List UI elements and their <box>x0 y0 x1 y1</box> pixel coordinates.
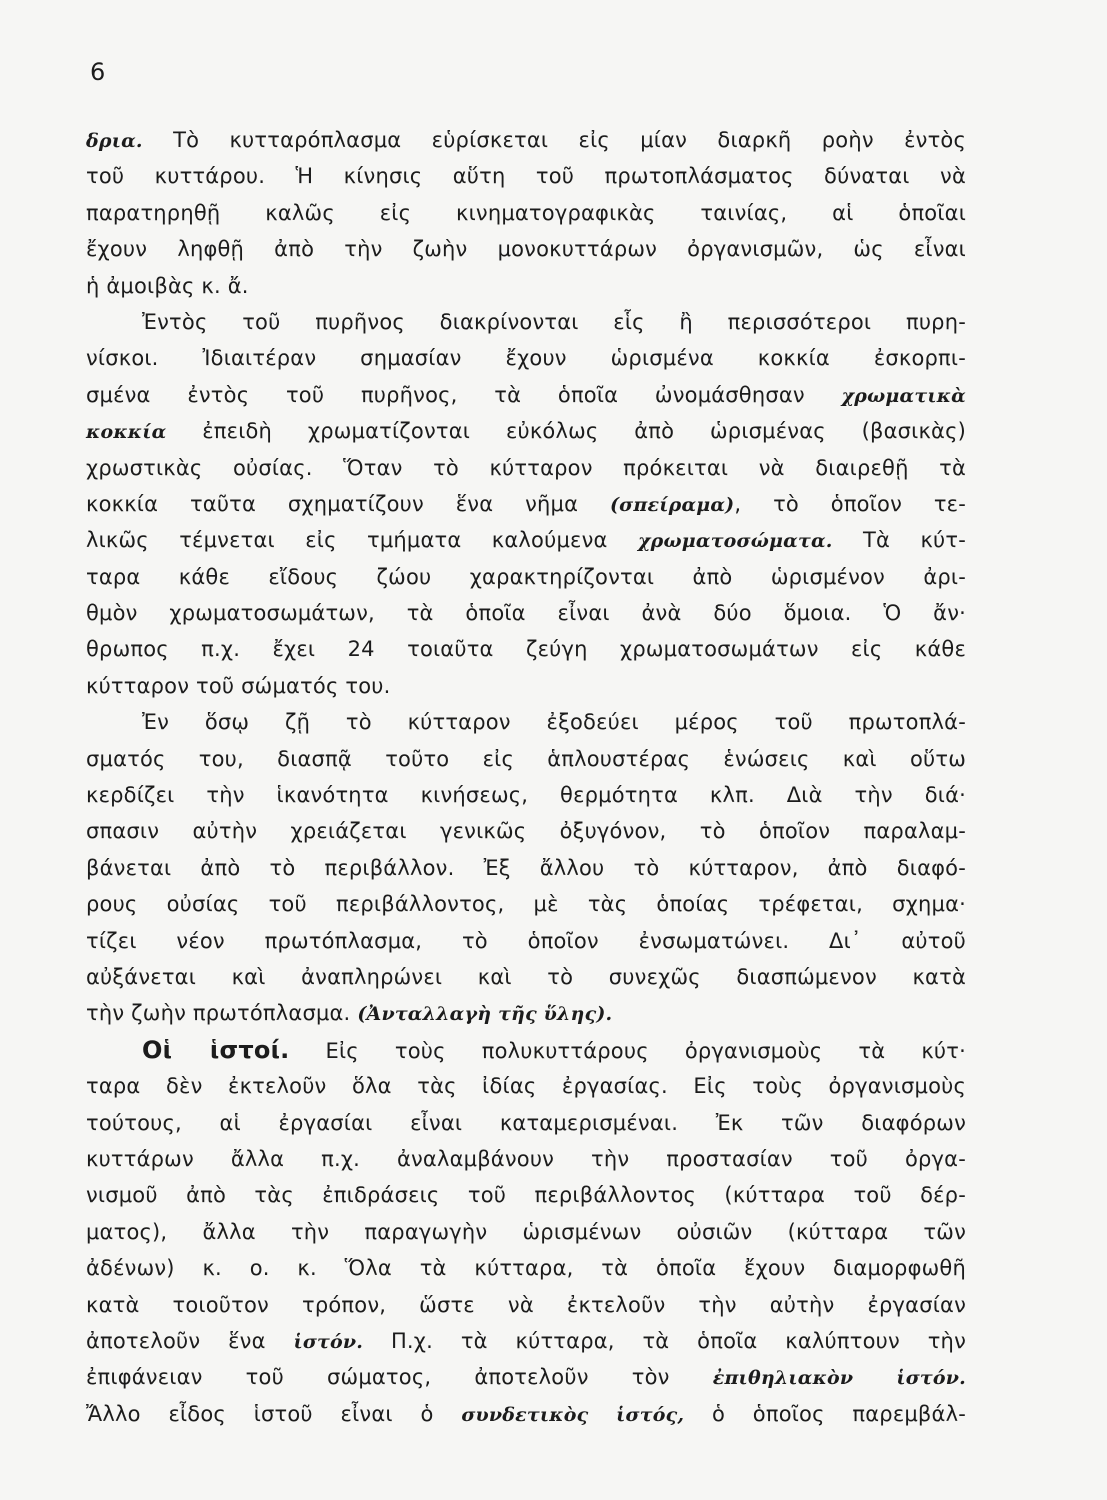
text-line <box>86 413 966 449</box>
text-segment: θρωπος π.χ. ἔχει 24 τοιαῦτα ζεύγη χρωματοσωμάτων εἰς κάθε <box>86 637 966 662</box>
text-segment: Εἰς τοὺς πολυκυττάρους ὀργανισμοὺς τὰ κύτ· <box>289 1038 966 1063</box>
emphasized-term: συνδετικὸς ἱστός, <box>461 1403 685 1426</box>
text-segment: ἀποτελοῦν ἕνα <box>86 1328 294 1353</box>
text-line <box>86 1250 966 1286</box>
text-line <box>86 704 966 740</box>
text-segment: σμένα ἐντὸς τοῦ πυρῆνος, τὰ ὁποῖα ὠνομάσθησαν <box>86 382 842 407</box>
text-segment: νίσκοι. Ἰδιαιτέραν σημασίαν ἔχουν ὡρισμένα κοκκία ἐσκορπι- <box>86 346 966 371</box>
text-segment: βάνεται ἀπὸ τὸ περιβάλλον. Ἐξ ἄλλου τὸ κύτταρον, ἀπὸ διαφό- <box>86 855 966 880</box>
text-segment: κυττάρων ἄλλα π.χ. ἀναλαμβάνουν τὴν προστασίαν τοῦ ὀργα- <box>86 1146 966 1171</box>
text-segment: ὁ ὁποῖος παρεμβάλ- <box>684 1401 966 1426</box>
emphasized-term: χρωματικὰ <box>841 384 966 407</box>
text-line <box>86 1214 966 1250</box>
page-number: 6 <box>90 58 106 86</box>
text-line <box>86 741 966 777</box>
emphasized-term: (Ἀνταλλαγὴ τῆς ὕλης). <box>357 1003 613 1026</box>
text-line <box>86 1396 966 1432</box>
text-line <box>86 340 966 376</box>
emphasized-term: δρια. <box>86 130 143 152</box>
text-segment: , τὸ ὁποῖον τε- <box>734 491 966 516</box>
emphasized-term: (σπείραμα) <box>609 493 735 516</box>
text-segment: ἐπειδὴ χρωματίζονται εὐκόλως ἀπὸ ὡρισμένας (βασικὰς) <box>166 419 966 444</box>
text-line <box>86 486 966 522</box>
text-segment: αὐξάνεται καὶ ἀναπληρώνει καὶ τὸ συνεχῶς διασπώμενον κατὰ <box>86 964 966 989</box>
text-line <box>86 522 966 558</box>
text-segment: νισμοῦ ἀπὸ τὰς ἐπιδράσεις τοῦ περιβάλλοντος (κύτταρα τοῦ δέρ- <box>86 1183 966 1208</box>
text-line <box>86 195 966 231</box>
text-line <box>86 559 966 595</box>
text-line <box>86 450 966 486</box>
text-segment: Ἄλλο εἶδος ἱστοῦ εἶναι ὁ <box>86 1401 462 1426</box>
text-line <box>86 595 966 631</box>
text-segment: λικῶς τέμνεται εἰς τμήματα καλούμενα <box>86 528 638 553</box>
section-heading: Οἱ ἱστοί. <box>142 1035 290 1064</box>
text-line <box>86 1359 966 1395</box>
text-segment: ταρα κάθε εἴδους ζώου χαρακτηρίζονται ἀπὸ ὡρισμένον ἀρι- <box>86 564 966 589</box>
text-segment: παρατηρηθῇ καλῶς εἰς κινηματογραφικὰς ταινίας, αἱ ὁποῖαι <box>86 200 966 225</box>
text-line <box>86 959 966 995</box>
text-segment: Τὰ κύτ- <box>832 528 966 553</box>
text-segment: τοῦ κυττάρου. Ἡ κίνησις αὕτη τοῦ πρωτοπλάσματος δύναται νὰ <box>86 164 966 189</box>
text-segment: Ἐντὸς τοῦ πυρῆνος διακρίνονται εἷς ἢ περισσότεροι πυρη- <box>142 309 966 334</box>
text-segment: κερδίζει τὴν ἱκανότητα κινήσεως, θερμότητα κλπ. Διὰ τὴν διά· <box>86 783 966 808</box>
text-segment: χρωστικὰς οὐσίας. Ὅταν τὸ κύτταρον πρόκειται νὰ διαιρεθῇ τὰ <box>86 455 966 480</box>
text-segment: θμὸν χρωματοσωμάτων, τὰ ὁποῖα εἶναι ἀνὰ δύο ὅμοια. Ὁ ἄν· <box>86 601 966 626</box>
text-line <box>86 923 966 959</box>
emphasized-term: κοκκία <box>86 421 167 444</box>
text-segment: τούτους, αἱ ἐργασίαι εἶναι καταμερισμέναι. Ἐκ τῶν διαφόρων <box>86 1110 966 1135</box>
text-line <box>86 268 966 304</box>
text-segment: σπασιν αὐτὴν χρειάζεται γενικῶς ὀξυγόνον, τὸ ὁποῖον παραλαμ- <box>86 819 966 844</box>
text-line <box>86 995 966 1031</box>
text-line <box>86 850 966 886</box>
emphasized-term: ἱστόν. <box>293 1330 364 1353</box>
text-segment: κοκκία ταῦτα σχηματίζουν ἕνα νῆμα <box>86 491 610 516</box>
text-line <box>86 1032 966 1068</box>
text-line <box>86 1287 966 1323</box>
text-segment: ἡ ἀμοιβὰς κ. ἄ. <box>86 273 249 298</box>
text-segment: κύτταρον τοῦ σώματός του. <box>86 673 391 698</box>
text-line <box>86 777 966 813</box>
emphasized-term: χρωματοσώματα. <box>637 530 833 553</box>
text-line <box>86 158 966 194</box>
body-text <box>86 122 966 1432</box>
text-line <box>86 1105 966 1141</box>
text-segment: τίζει νέον πρωτόπλασμα, τὸ ὁποῖον ἐνσωματώνει. Δι᾽ αὐτοῦ <box>86 928 966 953</box>
text-line <box>86 631 966 667</box>
text-line <box>86 886 966 922</box>
text-line <box>86 1323 966 1359</box>
text-line <box>86 1068 966 1104</box>
text-line <box>86 377 966 413</box>
text-segment: ματος), ἄλλα τὴν παραγωγὴν ὡρισμένων οὐσιῶν (κύτταρα τῶν <box>86 1219 966 1244</box>
text-line <box>86 1177 966 1213</box>
text-segment: Ἐν ὅσῳ ζῇ τὸ κύτταρον ἐξοδεύει μέρος τοῦ πρωτοπλά- <box>142 710 966 735</box>
text-line <box>86 1141 966 1177</box>
text-segment: Π.χ. τὰ κύτταρα, τὰ ὁποῖα καλύπτουν τὴν <box>363 1328 966 1353</box>
text-segment: ἔχουν ληφθῇ ἀπὸ τὴν ζωὴν μονοκυττάρων ὀργανισμῶν, ὡς εἶναι <box>86 237 966 262</box>
text-segment: κατὰ τοιοῦτον τρόπον, ὥστε νὰ ἐκτελοῦν τὴν αὐτὴν ἐργασίαν <box>86 1292 966 1317</box>
text-line <box>86 231 966 267</box>
text-line <box>86 668 966 704</box>
text-segment: σματός του, διασπᾷ τοῦτο εἰς ἁπλουστέρας ἑνώσεις καὶ οὕτω <box>86 746 966 771</box>
emphasized-term: ἐπιθηλιακὸν ἱστόν. <box>712 1367 966 1390</box>
text-segment: ρους οὐσίας τοῦ περιβάλλοντος, μὲ τὰς ὁποίας τρέφεται, σχημα· <box>86 892 966 917</box>
text-line <box>86 813 966 849</box>
text-segment: ἀδένων) κ. ο. κ. Ὅλα τὰ κύτταρα, τὰ ὁποῖα ἔχουν διαμορφωθῆ <box>86 1256 966 1281</box>
text-line <box>86 122 966 158</box>
text-line <box>86 304 966 340</box>
text-segment: ταρα δὲν ἐκτελοῦν ὅλα τὰς ἰδίας ἐργασίας. Εἰς τοὺς ὀργανισμοὺς <box>86 1074 966 1099</box>
text-segment: τὴν ζωὴν πρωτόπλασμα. <box>86 1001 358 1026</box>
text-segment: ἐπιφάνειαν τοῦ σώματος, ἀποτελοῦν τὸν <box>86 1365 713 1390</box>
text-segment: Τὸ κυτταρόπλασμα εὑρίσκεται εἰς μίαν διαρκῆ ροὴν ἐντὸς <box>142 128 966 152</box>
